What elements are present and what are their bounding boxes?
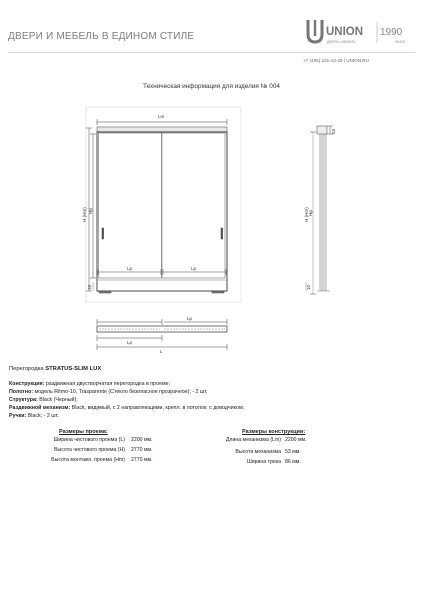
plan-view bbox=[97, 319, 227, 350]
document-title: Техническая информация для изделия № 004 bbox=[143, 83, 280, 90]
header-tagline: ДВЕРИ И МЕБЕЛЬ В ЕДИНОМ СТИЛЕ bbox=[8, 31, 195, 42]
spec-label: Конструкция: bbox=[9, 381, 45, 387]
plan-lp-bottom-label: Lp bbox=[127, 340, 133, 345]
construction-dimensions-title: Размеры конструкции: bbox=[242, 429, 306, 435]
construction-row-label: Длина механизма (Lm) bbox=[225, 437, 281, 443]
front-lm-label: Lm bbox=[158, 114, 165, 119]
spec-label: Ручки: bbox=[9, 413, 27, 419]
opening-row-value: 2770 мм. bbox=[131, 457, 153, 463]
front-lp-right-label: Lp bbox=[191, 266, 197, 271]
spec-label: Структура: bbox=[9, 397, 38, 403]
spec-construction bbox=[9, 381, 170, 387]
product-label: Перегородка bbox=[9, 366, 44, 372]
opening-row-value: 2770 мм. bbox=[131, 447, 153, 453]
construction-row-value: 2200 мм. bbox=[285, 437, 307, 443]
opening-row-label: Ширина чистового проема (L) bbox=[53, 437, 125, 443]
construction-row-label: Ширина трека bbox=[246, 459, 281, 465]
spec-value: раздвижная двустворчатая перегородка в проеме; bbox=[44, 381, 171, 387]
opening-row-value: 2200 мм. bbox=[131, 437, 153, 443]
spec-value: Black (Черный); bbox=[37, 397, 78, 403]
logo-year: 1990 bbox=[380, 27, 403, 38]
side-10-label: 10 bbox=[306, 284, 311, 290]
header-contact: +7 (495) 231-43-43 | UNION.RU bbox=[303, 58, 369, 63]
opening-row-label: Высота монтажн. проема (Hm) bbox=[51, 457, 125, 463]
spec-label: Раздвижной механизм: bbox=[9, 405, 71, 411]
side-53-label: 53 bbox=[331, 128, 336, 134]
front-hp-label: Hp bbox=[88, 208, 93, 214]
construction-row-value: 86 мм. bbox=[285, 459, 301, 465]
spec-value: Black, видимый, с 2 направляющими, крепл. в потолок; с доводчиком; bbox=[70, 405, 245, 411]
front-10-label: 10 bbox=[87, 284, 92, 290]
opening-dimensions-title: Размеры проема: bbox=[59, 429, 108, 435]
logo-brand: UNION bbox=[326, 26, 364, 38]
side-h-label: H (Hm) bbox=[304, 207, 309, 222]
front-view bbox=[86, 107, 241, 302]
logo-since: SINCE bbox=[395, 40, 406, 44]
construction-row-label: Высота механизма bbox=[235, 449, 281, 455]
spec-handles bbox=[9, 413, 59, 419]
opening-row-label: Высота чистового проема (H) bbox=[54, 447, 125, 453]
logo-sub: ДВЕРИ • МЕБЕЛЬ bbox=[327, 40, 356, 44]
front-lp-left-label: Lp bbox=[127, 266, 133, 271]
spec-value: модель Ritmo-10, Trasparente (Стекло безопасное прозрачное); - 2 шт. bbox=[33, 389, 208, 395]
plan-lp-top-label: Lp bbox=[187, 316, 193, 321]
spec-mechanism bbox=[9, 405, 244, 411]
side-hp-label: Hp bbox=[308, 210, 313, 216]
side-view bbox=[306, 126, 333, 294]
spec-structure bbox=[9, 397, 78, 403]
spec-panel bbox=[9, 389, 208, 395]
front-h-label: H (Hm) bbox=[82, 207, 87, 222]
product-line bbox=[9, 366, 101, 372]
spec-value: Black; - 2 шт. bbox=[26, 413, 59, 419]
product-name: STRATUS-SLIM LUX bbox=[45, 366, 102, 372]
plan-l-label: L bbox=[160, 349, 163, 354]
construction-row-value: 53 мм. bbox=[285, 449, 301, 455]
spec-label: Полотно: bbox=[9, 389, 34, 395]
